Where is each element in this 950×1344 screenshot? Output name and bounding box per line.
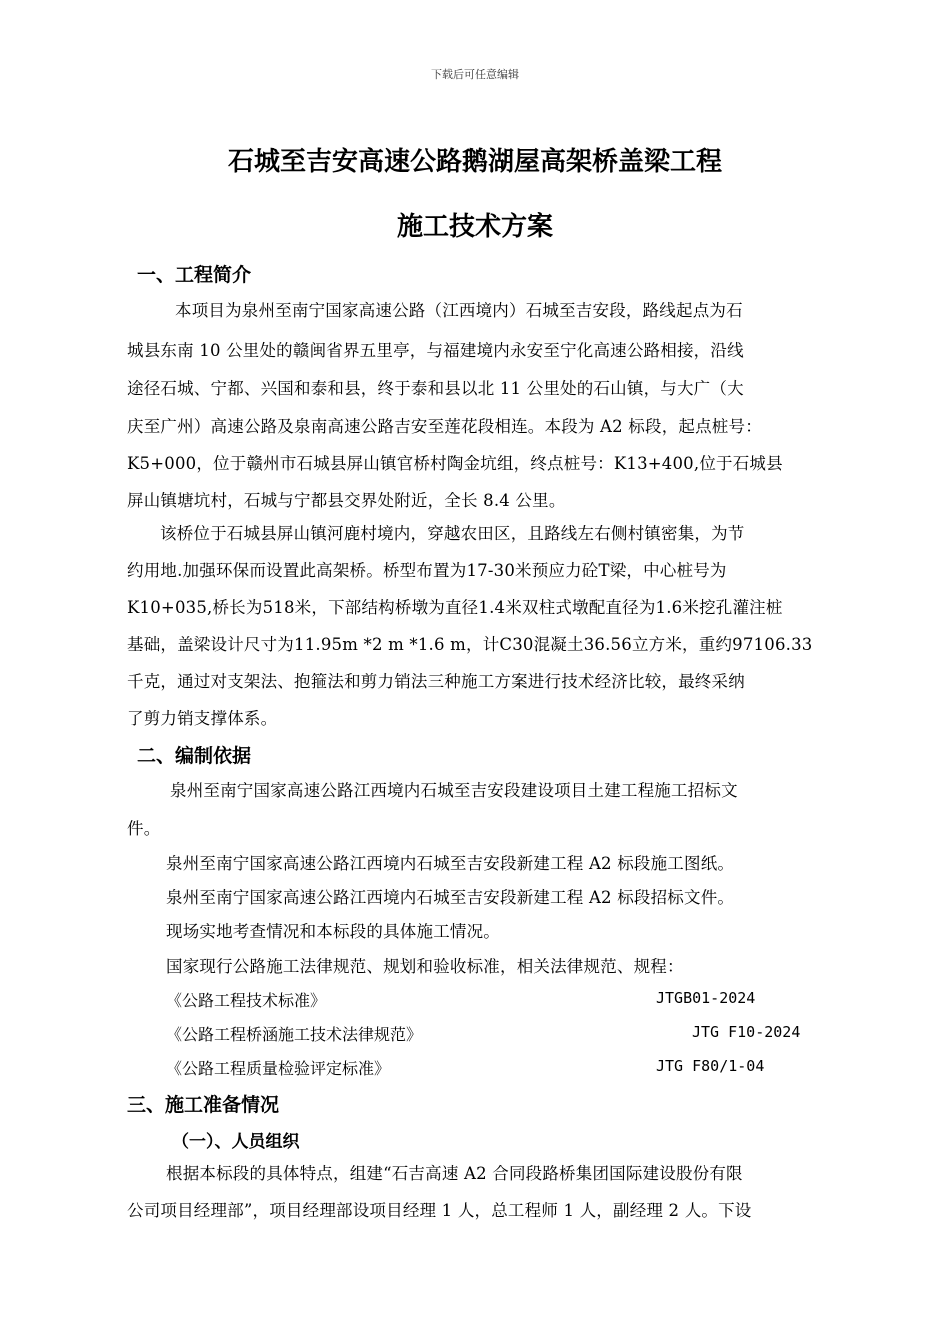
paragraph-line: 该桥位于石城县屏山镇河鹿村境内，穿越农田区，且路线左右侧村镇密集，为节 — [160, 524, 745, 543]
header-note: 下载后可任意编辑 — [431, 68, 519, 81]
standard-code: JTGB01-2024 — [656, 989, 756, 1007]
paragraph-line: 现场实地考查情况和本标段的具体施工情况。 — [166, 922, 500, 941]
paragraph-line: 途径石城、宁都、兴国和泰和县，终于泰和县以北 11 公里处的石山镇，与大广（大 — [127, 379, 744, 398]
paragraph-line: 千克，通过对支架法、抱箍法和剪力销法三种施工方案进行技术经济比较，最终采纳 — [127, 672, 745, 691]
paragraph-line: 城县东南 10 公里处的赣闽省界五里亭，与福建境内永安至宁化高速公路相接，沿线 — [127, 341, 744, 360]
paragraph-line: 屏山镇塘坑村，石城与宁都县交界处附近，全长 8.4 公里。 — [127, 491, 566, 510]
section-heading-basis: 二、编制依据 — [137, 745, 252, 767]
paragraph-line: K10+035,桥长为518米，下部结构桥墩为直径1.4米双柱式墩配直径为1.6米挖孔灌注桩 — [127, 598, 783, 617]
subsection-heading-staffing: （一）、人员组织 — [172, 1132, 300, 1152]
paragraph-line: 公司项目经理部”，项目经理部设项目经理 1 人，总工程师 1 人，副经理 2 人。下设 — [127, 1201, 752, 1220]
paragraph-line: 国家现行公路施工法律规范、规划和验收标准，相关法律规范、规程： — [166, 957, 684, 976]
standard-name: 《公路工程质量检验评定标准》 — [166, 1059, 391, 1078]
paragraph-line: 了剪力销支撑体系。 — [127, 709, 278, 728]
standard-code: JTG F80/1-04 — [656, 1057, 765, 1075]
paragraph-line: K5+000，位于赣州市石城县屏山镇官桥村陶金坑组，终点桩号：K13+400,位于石城县 — [127, 454, 783, 473]
paragraph-line: 约用地.加强环保而设置此高架桥。桥型布置为17-30米预应力砼T梁，中心桩号为 — [127, 561, 727, 580]
paragraph-line: 庆至广州）高速公路及泉南高速公路吉安至莲花段相连。本段为 A2 标段，起点桩号： — [127, 417, 762, 436]
paragraph-line: 泉州至南宁国家高速公路江西境内石城至吉安段新建工程 A2 标段招标文件。 — [166, 888, 735, 907]
standard-name: 《公路工程桥涵施工技术法律规范》 — [166, 1025, 423, 1044]
document-subtitle: 施工技术方案 — [396, 212, 553, 242]
paragraph-line: 泉州至南宁国家高速公路江西境内石城至吉安段新建工程 A2 标段施工图纸。 — [166, 854, 735, 873]
standard-code: JTG F10-2024 — [692, 1023, 801, 1041]
section-heading-preparation: 三、施工准备情况 — [127, 1094, 280, 1116]
paragraph-line: 泉州至南宁国家高速公路江西境内石城至吉安段建设项目土建工程施工招标文 — [170, 781, 738, 800]
document-title: 石城至吉安高速公路鹅湖屋高架桥盖梁工程 — [227, 147, 722, 177]
paragraph-line: 件。 — [127, 819, 161, 838]
section-heading-overview: 一、工程简介 — [137, 264, 252, 286]
standard-name: 《公路工程技术标准》 — [166, 991, 327, 1010]
paragraph-line: 本项目为泉州至南宁国家高速公路（江西境内）石城至吉安段，路线起点为石 — [175, 301, 743, 320]
paragraph-line: 根据本标段的具体特点，组建“石吉高速 A2 合同段路桥集团国际建设股份有限 — [166, 1164, 743, 1183]
paragraph-line: 基础，盖梁设计尺寸为11.95m *2 m *1.6 m，计C30混凝土36.56立方米，重约97106.33 — [127, 635, 813, 654]
